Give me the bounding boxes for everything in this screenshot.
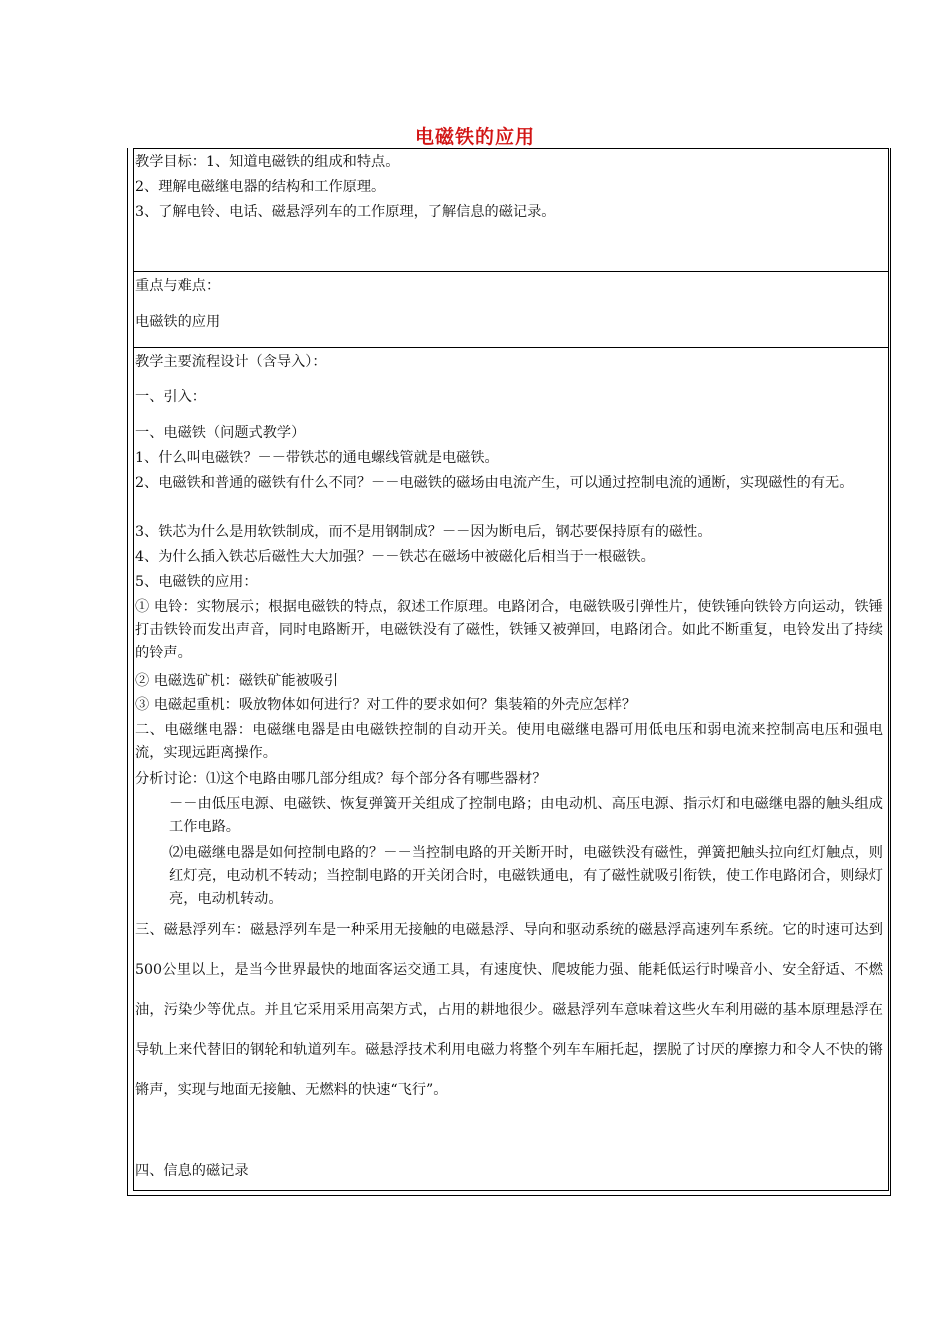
bell-paragraph: ① 电铃：实物展示；根据电磁铁的特点，叙述工作原理。电路闭合，电磁铁吸引弹性片，使铁锤向铁铃方向运动，铁锤打击铁铃而发出声音，同时电路断开，电磁铁没有了磁性，铁锤又被弹回，电路闭合。如此不断重复，电铃发出了持续的铃声。 bbox=[135, 599, 883, 661]
maglev-paragraph: 三、磁悬浮列车：磁悬浮列车是一种采用无接触的电磁悬浮、导向和驱动系统的磁悬浮高速列车系统。它的时速可达到500公里以上，是当今世界最快的地面客运交通工具，有速度快、爬坡能力强、能耗低运行时噪音小、安全舒适、不燃油，污染少等优点。并且它采用采用高架方式，占用的耕地很少。磁悬浮列车意味着这些火车利用磁的基本原理悬浮在导轨上来代替旧的钢轮和轨道列车。磁悬浮技术利用电磁力将整个列车车厢托起，摆脱了讨厌的摩擦力和令人不快的锵锵声，实现与地面无接触、无燃料的快速“飞行”。 bbox=[135, 922, 883, 1098]
discussion-answer-1: －－由低压电源、电磁铁、恢复弹簧开关组成了控制电路；由电动机、高压电源、指示灯和电磁继电器的触头组成工作电路。 bbox=[169, 796, 883, 835]
separator-line: ② 电磁选矿机：磁铁矿能被吸引 bbox=[135, 673, 339, 689]
section1-title: 一、电磁铁（问题式教学） bbox=[135, 425, 306, 441]
row-divider-2 bbox=[133, 347, 889, 348]
question-2: 2、电磁铁和普通的磁铁有什么不同？－－电磁铁的磁场由电流产生，可以通过控制电流的通断，实现磁性的有无。 bbox=[135, 475, 854, 491]
discussion-answer-2: ⑵电磁继电器是如何控制电路的？－－当控制电路的开关断开时，电磁铁没有磁性，弹簧把触头拉向红灯触点，则红灯亮，电动机不转动；当控制电路的开关闭合时，电磁铁通电，有了磁性就吸引衔铁，使工作电路闭合，则绿灯亮，电动机转动。 bbox=[169, 845, 883, 907]
magnetic-recording-heading: 四、信息的磁记录 bbox=[135, 1163, 249, 1179]
page-title: 电磁铁的应用 bbox=[414, 126, 535, 148]
objective-line-1: 教学目标：1、知道电磁铁的组成和特点。 bbox=[135, 154, 400, 170]
question-5: 5、电磁铁的应用： bbox=[135, 574, 258, 590]
crane-line: ③ 电磁起重机：吸放物体如何进行？对工件的要求如何？集装箱的外壳应怎样？ bbox=[135, 697, 637, 713]
row-divider-1 bbox=[133, 271, 889, 272]
discussion-question: 分析讨论：⑴这个电路由哪几部分组成？每个部分各有哪些器材？ bbox=[135, 771, 547, 787]
intro-heading: 一、引入： bbox=[135, 389, 206, 405]
keypoints-content: 电磁铁的应用 bbox=[135, 314, 221, 330]
keypoints-label: 重点与难点： bbox=[135, 278, 221, 294]
question-3: 3、铁芯为什么是用软铁制成，而不是用钢制成？－－因为断电后，钢芯要保持原有的磁性。 bbox=[135, 524, 712, 540]
relay-paragraph: 二、电磁继电器：电磁继电器是由电磁铁控制的自动开关。使用电磁继电器可用低电压和弱电流来控制高电压和强电流，实现远距离操作。 bbox=[135, 722, 883, 761]
objective-line-3: 3、了解电铃、电话、磁悬浮列车的工作原理，了解信息的磁记录。 bbox=[135, 204, 556, 220]
question-1: 1、什么叫电磁铁？－－带铁芯的通电螺线管就是电磁铁。 bbox=[135, 450, 499, 466]
objective-line-2: 2、理解电磁继电器的结构和工作原理。 bbox=[135, 179, 386, 195]
process-heading: 教学主要流程设计（含导入）： bbox=[135, 354, 327, 370]
question-4: 4、为什么插入铁芯后磁性大大加强？－－铁芯在磁场中被磁化后相当于一根磁铁。 bbox=[135, 549, 655, 565]
